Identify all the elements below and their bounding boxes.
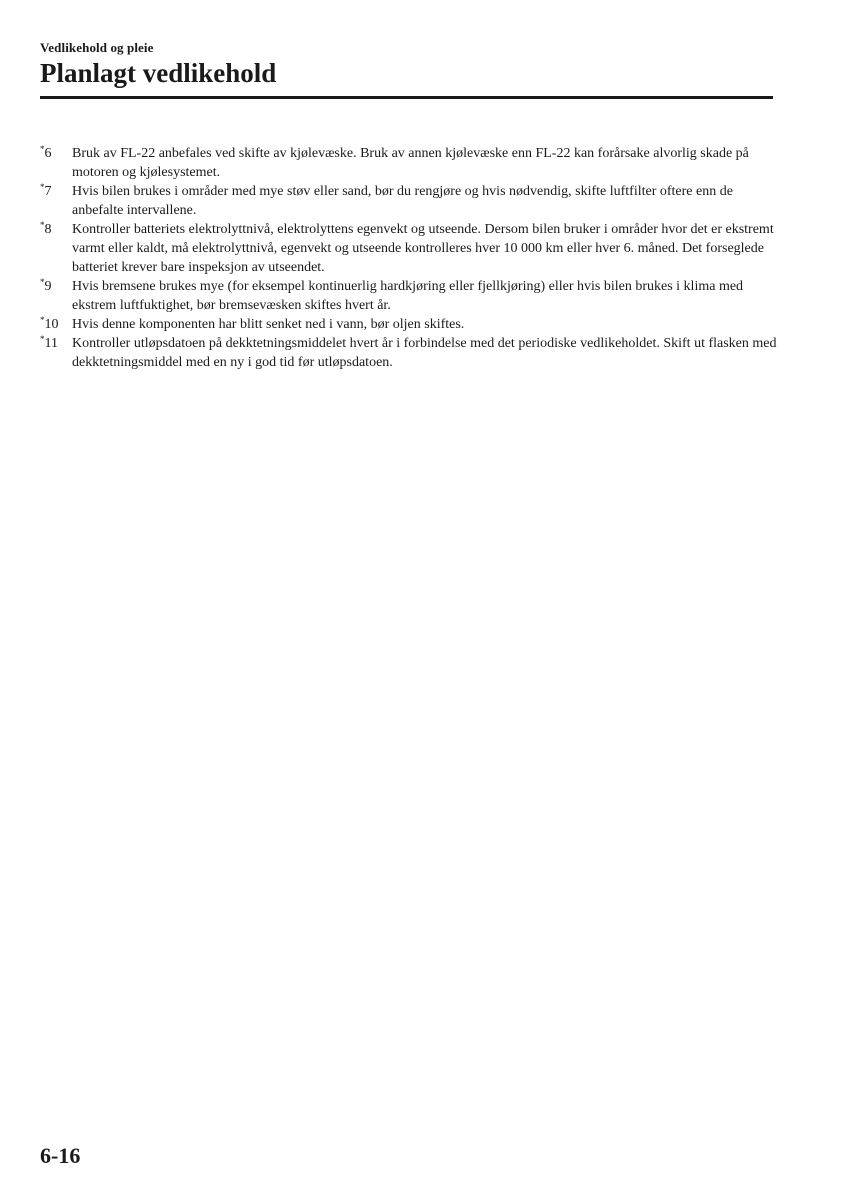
footnote-6 (40, 144, 780, 182)
footnote-number: 9 (44, 279, 52, 294)
title-divider (40, 96, 773, 99)
footnote-number: 7 (44, 184, 52, 199)
footnote-11 (40, 334, 780, 372)
footnote-text: Kontroller batteriets elektrolyttnivå, elektrolyttens egenvekt og utseende. Dersom bilen bruker i områder hvor det er ekstremt varmt eller kaldt, må elektrolyttnivå, egenvekt og utseende kontrolleres hver 10 000 km eller hver 6. måned. Det forseglede batteriet krever bare inspeksjon av utseendet. (72, 222, 774, 275)
footnote-number: 11 (44, 336, 58, 351)
footnote-asterisk: * (40, 220, 45, 230)
footnote-8 (40, 220, 780, 277)
footnote-text: Hvis bremsene brukes mye (for eksempel kontinuerlig hardkjøring eller fjellkjøring) eller hvis bilen brukes i klima med ekstrem luftfuktighet, bør bremsevæsken skiftes hvert år. (72, 279, 744, 313)
footnote-number: 8 (44, 222, 52, 237)
footnote-asterisk: * (40, 182, 45, 192)
footnote-list (40, 144, 780, 372)
footnote-marker (40, 334, 72, 372)
footnote-asterisk: * (40, 144, 45, 154)
footnote-marker (40, 315, 72, 334)
footnote-number: 6 (44, 146, 52, 161)
footnote-10 (40, 315, 780, 334)
page-number: 6-16 (40, 1143, 81, 1168)
footnote-9 (40, 277, 780, 315)
footnote-asterisk: * (40, 277, 45, 287)
footnote-asterisk: * (40, 315, 45, 325)
footnote-marker (40, 182, 72, 220)
footnote-text: Kontroller utløpsdatoen på dekktetningsmiddelet hvert år i forbindelse med det periodiske vedlikeholdet. Skift ut flasken med dekktetningsmiddel med en ny i god tid før utløpsdatoen. (72, 336, 777, 370)
footnote-text: Hvis denne komponenten har blitt senket ned i vann, bør oljen skiftes. (72, 317, 465, 332)
footnote-text: Hvis bilen brukes i områder med mye støv eller sand, bør du rengjøre og hvis nødvendig, skifte luftfilter oftere enn de anbefalte intervallene. (72, 184, 733, 218)
footnote-marker (40, 144, 72, 182)
footnote-marker (40, 277, 72, 315)
footnote-asterisk: * (40, 334, 45, 344)
footnote-7 (40, 182, 780, 220)
page-title: Planlagt vedlikehold (40, 58, 277, 88)
section-label: Vedlikehold og pleie (40, 40, 154, 55)
footnote-marker (40, 220, 72, 277)
footnote-text: Bruk av FL-22 anbefales ved skifte av kjølevæske. Bruk av annen kjølevæske enn FL-22 kan forårsake alvorlig skade på motoren og kjølesystemet. (72, 146, 749, 180)
footnote-number: 10 (44, 317, 59, 332)
